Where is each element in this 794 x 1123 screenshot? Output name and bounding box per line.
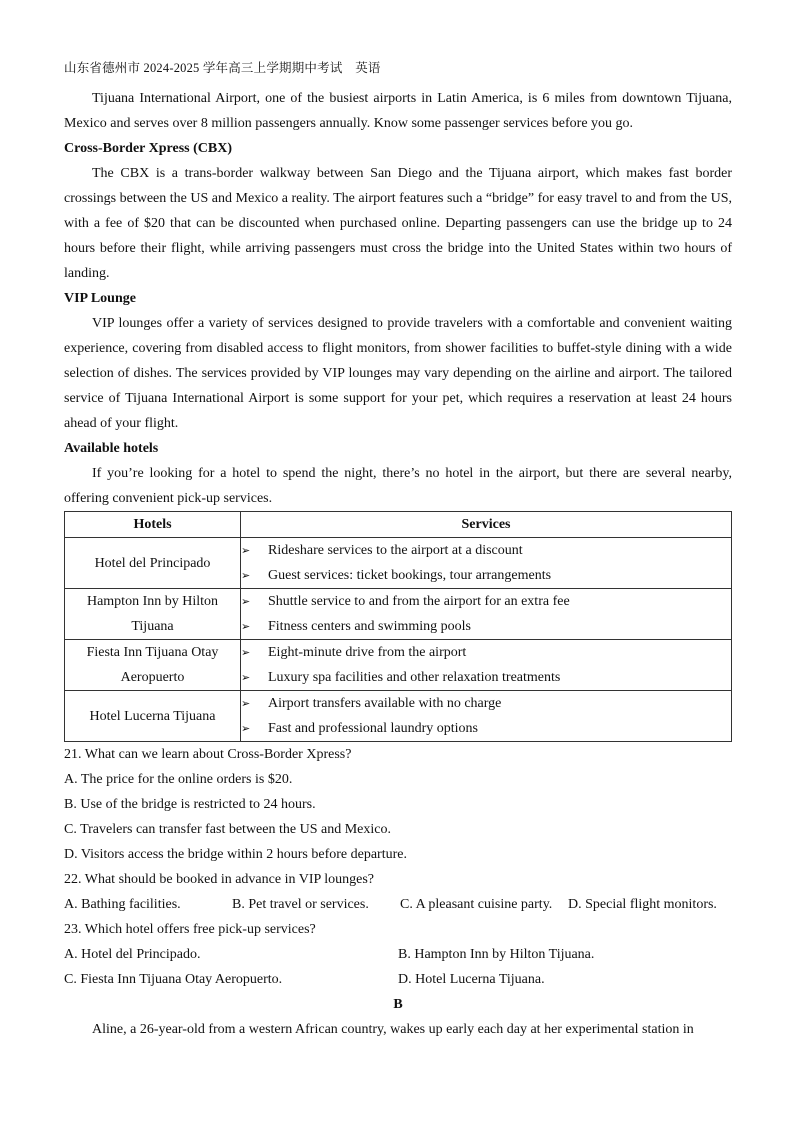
question-23-option-c[interactable]: C. Fiesta Inn Tijuana Otay Aeropuerto. (64, 972, 283, 987)
arrow-bullet-icon: ➢ (241, 569, 251, 582)
table-row (65, 691, 732, 742)
question-23-option-b[interactable]: B. Hampton Inn by Hilton Tijuana. (398, 947, 595, 962)
question-23-option-a[interactable]: A. Hotel del Principado. (64, 947, 201, 962)
table-row (65, 538, 732, 589)
question-22-stem: 22. What should be booked in advance in VIP lounges? (64, 872, 375, 887)
arrow-bullet-icon: ➢ (241, 544, 251, 557)
section-b-letter: B (393, 997, 403, 1012)
intro-paragraph: Tijuana International Airport, one of the busiest airports in Latin America, is 6 miles from downtown Tijuana, Mexico and serves over 8 million passengers annually. Know some passenger services before you go. (64, 91, 732, 131)
table-row (65, 640, 732, 691)
service-item (241, 538, 731, 563)
arrow-bullet-icon: ➢ (241, 646, 251, 659)
question-21-option-d[interactable]: D. Visitors access the bridge within 2 hours before departure. (64, 847, 407, 862)
section-heading-cbx: Cross-Border Xpress (CBX) (64, 141, 232, 156)
section-heading-hotels: Available hotels (64, 441, 159, 456)
service-text: Eight-minute drive from the airport (268, 645, 467, 660)
section-body-cbx: The CBX is a trans-border walkway between San Diego and the Tijuana airport, which makes fast border crossings between the US and Mexico a reality. The airport features such a “bridge” for easy travel to and from the US, with a fee of $20 that can be discounted when purchased online. Departing passengers can use the bridge up to 24 hours before their flight, while arriving passengers must cross the bridge into the United States within two hours of landing. (64, 166, 732, 281)
section-heading-vip: VIP Lounge (64, 291, 136, 306)
service-text: Fitness centers and swimming pools (268, 619, 471, 634)
question-22-options (64, 892, 732, 917)
question-22-option-c[interactable]: C. A pleasant cuisine party. (400, 897, 553, 912)
table-header-row (65, 512, 732, 538)
services-cell (241, 691, 732, 742)
question-21-option-a[interactable]: A. The price for the online orders is $20. (64, 772, 293, 787)
hotel-name-cell (65, 589, 241, 640)
question-23-options-row-1 (64, 942, 732, 967)
question-22-option-b[interactable]: B. Pet travel or services. (232, 897, 369, 912)
question-22-option-d[interactable]: D. Special flight monitors. (568, 897, 717, 912)
service-item (241, 563, 731, 588)
question-21-stem: 21. What can we learn about Cross-Border Xpress? (64, 747, 352, 762)
hotel-name-cell (65, 691, 241, 742)
question-23-options-row-2 (64, 967, 732, 992)
column-header-hotels: Hotels (65, 512, 241, 538)
question-21-option-c[interactable]: C. Travelers can transfer fast between the US and Mexico. (64, 822, 391, 837)
table-row (65, 589, 732, 640)
services-cell (241, 538, 732, 589)
question-21-option-b[interactable]: B. Use of the bridge is restricted to 24 hours. (64, 797, 316, 812)
question-23-stem: 23. Which hotel offers free pick-up services? (64, 922, 316, 937)
service-text: Rideshare services to the airport at a discount (268, 543, 523, 558)
column-header-services: Services (241, 512, 732, 538)
section-body-vip: VIP lounges offer a variety of services designed to provide travelers with a comfortable and convenient waiting experience, covering from disabled access to flight monitors, from shower facilities to buffet-style dining with a wide selection of dishes. The services provided by VIP lounges may vary depending on the airline and airport. The tailored service of Tijuana International Airport is some support for your pet, which requires a reservation at least 24 hours ahead of your flight. (64, 316, 732, 431)
hotel-name-line: Tijuana (131, 619, 174, 634)
arrow-bullet-icon: ➢ (241, 722, 251, 735)
service-item (241, 716, 731, 741)
service-text: Guest services: ticket bookings, tour arrangements (268, 568, 552, 583)
service-text: Luxury spa facilities and other relaxation treatments (268, 670, 561, 685)
arrow-bullet-icon: ➢ (241, 620, 251, 633)
hotel-name-line: Hotel del Principado (94, 555, 211, 571)
hotel-name-line: Hampton Inn by Hilton (86, 594, 219, 609)
arrow-bullet-icon: ➢ (241, 595, 251, 608)
service-text: Shuttle service to and from the airport for an extra fee (268, 594, 570, 609)
services-cell (241, 589, 732, 640)
service-item (241, 614, 731, 639)
service-item (241, 665, 731, 690)
service-text: Airport transfers available with no charge (268, 696, 502, 711)
service-item (241, 589, 731, 614)
hotel-name-line: Aeropuerto (120, 670, 185, 685)
hotels-table (64, 511, 732, 742)
hotel-name-cell (65, 538, 241, 589)
service-text: Fast and professional laundry options (268, 721, 478, 736)
services-cell (241, 640, 732, 691)
service-item (241, 640, 731, 665)
service-item (241, 691, 731, 716)
section-b-first-line: Aline, a 26-year-old from a western African country, wakes up early each day at her experimental station in (92, 1022, 694, 1037)
arrow-bullet-icon: ➢ (241, 697, 251, 710)
hotel-name-line: Fiesta Inn Tijuana Otay (86, 645, 219, 660)
question-23-option-d[interactable]: D. Hotel Lucerna Tijuana. (398, 972, 545, 987)
passage-content (64, 86, 732, 1042)
question-22-option-a[interactable]: A. Bathing facilities. (64, 897, 181, 912)
hotel-name-line: Hotel Lucerna Tijuana (89, 708, 216, 724)
hotel-name-cell (65, 640, 241, 691)
arrow-bullet-icon: ➢ (241, 671, 251, 684)
section-body-hotels: If you’re looking for a hotel to spend the night, there’s no hotel in the airport, but there are several nearby, offering convenient pick-up services. (64, 466, 732, 506)
page-header: 山东省德州市 2024-2025 学年高三上学期期中考试 英语 (64, 61, 381, 75)
